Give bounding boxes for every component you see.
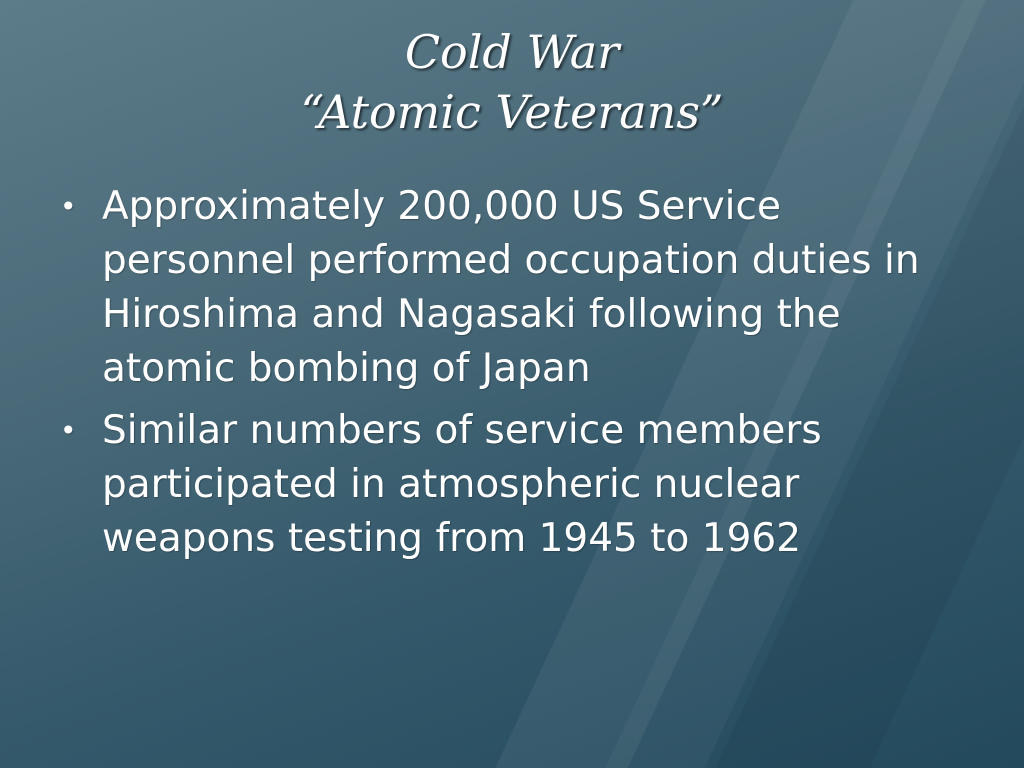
bullet-icon: • [60, 190, 77, 223]
bullet-icon: • [60, 414, 77, 447]
slide-title [0, 22, 1024, 142]
bullet-text: Similar numbers of service members participated in atmospheric nuclear weapons testing from 1945 to 1962 [102, 408, 822, 561]
title-line-2: “Atomic Veterans” [300, 85, 724, 139]
bullet-item [60, 180, 960, 396]
title-line-1: Cold War [404, 25, 620, 79]
bullet-list [60, 180, 960, 574]
bullet-text: Approximately 200,000 US Service personnel performed occupation duties in Hiroshima and Nagasaki following the atomic bombing of Japan [102, 184, 920, 391]
bullet-item [60, 404, 960, 566]
